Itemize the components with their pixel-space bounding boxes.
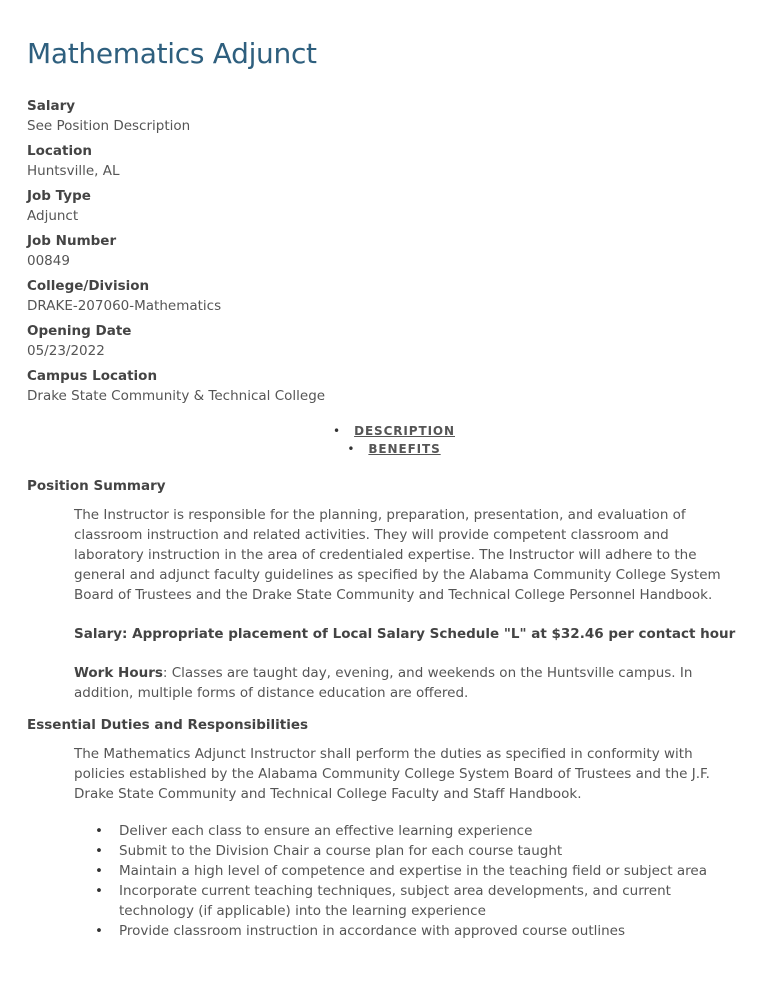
detail-label: Job Type <box>27 188 91 204</box>
list-item-text: Maintain a high level of competence and expertise in the teaching field or subject area <box>119 863 708 879</box>
list-item <box>74 881 742 921</box>
list-item-text: Deliver each class to ensure an effective learning experience <box>119 823 533 839</box>
list-item <box>74 821 742 841</box>
duties-body <box>74 744 742 804</box>
detail-label: Salary <box>27 98 76 114</box>
bullet-icon: • <box>95 823 103 839</box>
duties-list <box>74 821 742 941</box>
tab-description[interactable]: DESCRIPTION <box>354 424 455 438</box>
list-item <box>74 921 742 941</box>
bullet-icon: • <box>95 883 103 899</box>
bullet-icon: • <box>95 923 103 939</box>
work-hours-label: Work Hours <box>74 665 163 681</box>
detail-label: Job Number <box>27 233 117 249</box>
detail-job-type <box>27 186 727 231</box>
detail-label: Opening Date <box>27 323 132 339</box>
salary-line <box>74 624 742 644</box>
duties-heading: Essential Duties and Responsibilities <box>27 717 309 733</box>
work-hours-text: : Classes are taught day, evening, and weekends on the Huntsville campus. In addition, multiple forms of distance education are offered. <box>74 665 693 701</box>
tab-description-item <box>10 422 768 440</box>
list-item <box>74 861 742 881</box>
detail-value: DRAKE-207060-Mathematics <box>27 298 222 314</box>
detail-label: Campus Location <box>27 368 158 384</box>
summary-paragraph: The Instructor is responsible for the planning, preparation, presentation, and evaluation of classroom instruction and related activities. They will provide competent classroom and laboratory instruction in the area of credentialed expertise. The Instructor will adhere to the general and adjunct faculty guidelines as specified by the Alabama Community College System Board of Trustees and the Drake State Community and Technical College Personnel Handbook. <box>74 507 721 603</box>
detail-label: Location <box>27 143 92 159</box>
detail-location <box>27 141 727 186</box>
page-title: Mathematics Adjunct <box>27 37 317 70</box>
detail-campus-location <box>27 366 727 411</box>
detail-value: See Position Description <box>27 118 191 134</box>
detail-value: Huntsville, AL <box>27 163 120 179</box>
position-summary-body <box>74 505 742 703</box>
detail-value: Adjunct <box>27 208 79 224</box>
bullet-icon: • <box>333 424 341 438</box>
detail-value: 00849 <box>27 253 70 269</box>
tab-benefits-item <box>10 440 768 458</box>
bullet-icon: • <box>347 442 355 456</box>
detail-salary <box>27 96 727 141</box>
job-details <box>27 96 727 411</box>
detail-value: 05/23/2022 <box>27 343 105 359</box>
list-item <box>74 841 742 861</box>
tab-benefits[interactable]: BENEFITS <box>368 442 441 456</box>
salary-line-text: Salary: Appropriate placement of Local Salary Schedule "L" at $32.46 per contact hour <box>74 626 736 642</box>
detail-job-number <box>27 231 727 276</box>
list-item-text: Provide classroom instruction in accordance with approved course outlines <box>119 923 626 939</box>
detail-college-division <box>27 276 727 321</box>
list-item-text: Incorporate current teaching techniques, subject area developments, and current technology (if applicable) into the learning experience <box>119 883 671 919</box>
tab-list <box>0 422 768 458</box>
detail-opening-date <box>27 321 727 366</box>
work-hours-line <box>74 663 742 703</box>
list-item-text: Submit to the Division Chair a course plan for each course taught <box>119 843 563 859</box>
position-summary-heading: Position Summary <box>27 478 166 494</box>
duties-paragraph: The Mathematics Adjunct Instructor shall perform the duties as specified in conformity with policies established by the Alabama Community College System Board of Trustees and the J.F. Drake State Community and Technical College Faculty and Staff Handbook. <box>74 746 710 802</box>
bullet-icon: • <box>95 843 103 859</box>
detail-label: College/Division <box>27 278 150 294</box>
detail-value: Drake State Community & Technical College <box>27 388 326 404</box>
bullet-icon: • <box>95 863 103 879</box>
